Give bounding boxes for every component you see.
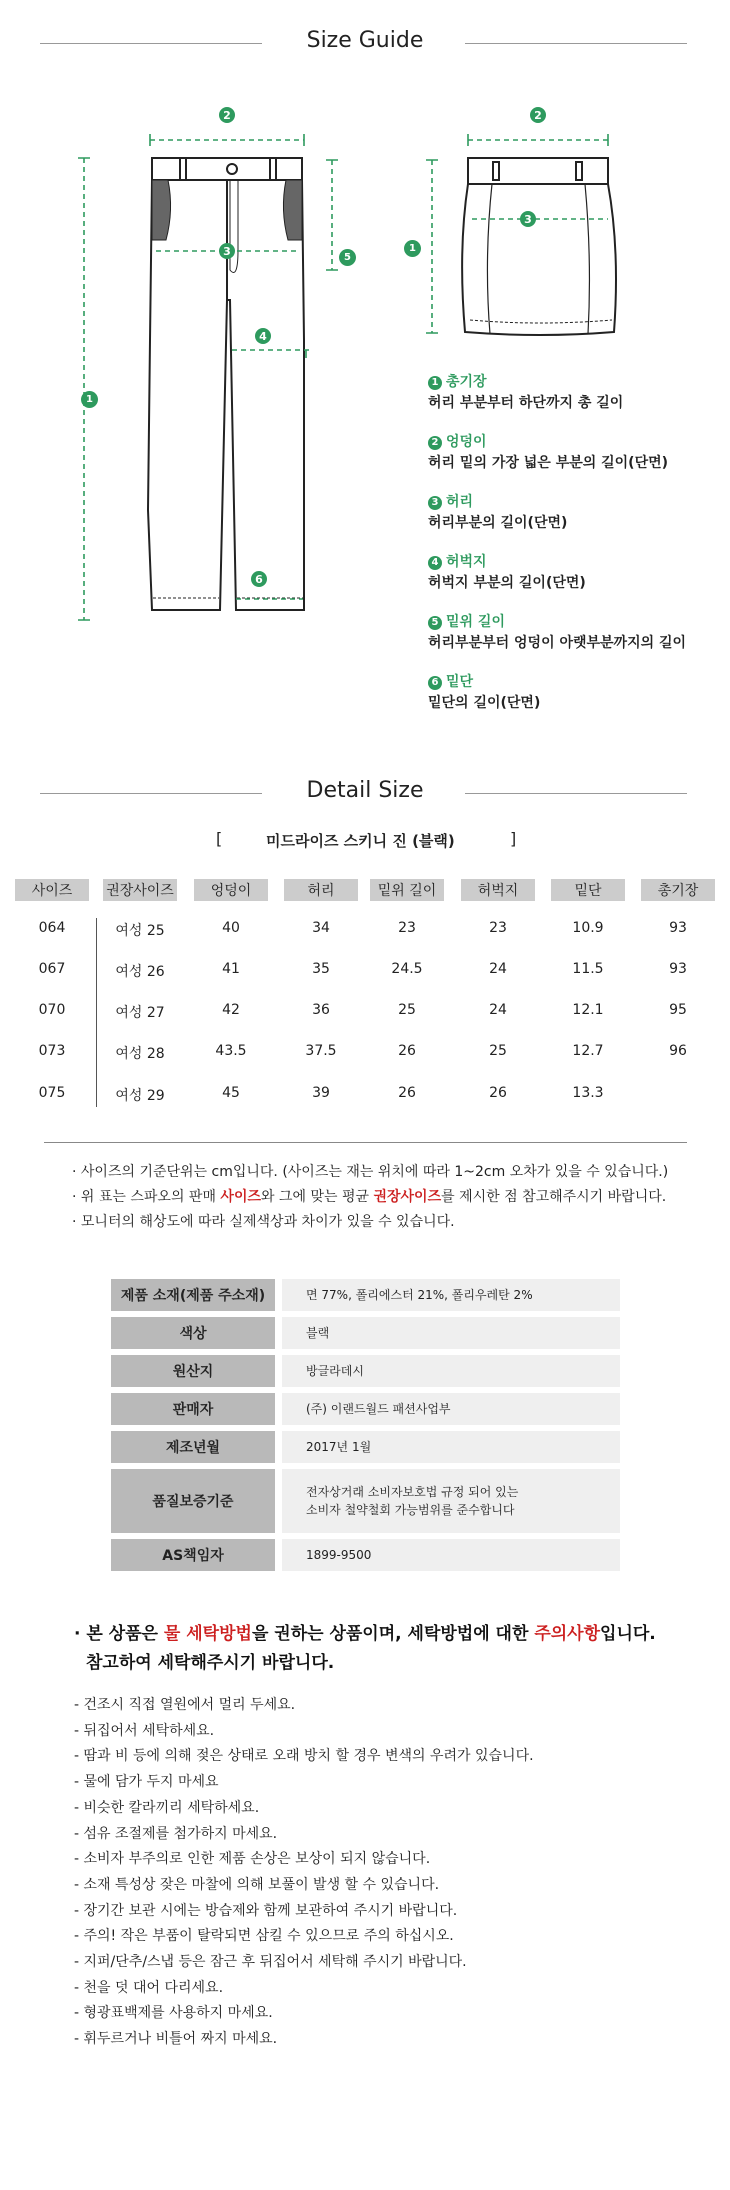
table-cell: 26 <box>489 1085 507 1101</box>
product-bracket-open: [ <box>216 829 223 848</box>
table-cell: 26 <box>398 1085 416 1101</box>
table-cell: 25 <box>398 1002 416 1018</box>
note-2: · 위 표는 스파오의 판매 사이즈와 그에 맞는 평균 권장사이즈를 제시한 점 참고해주시기 바랍니다. <box>72 1189 667 1205</box>
info-value-origin: 방글라데시 <box>282 1355 620 1387</box>
care-heading: · 본 상품은 물 세탁방법을 권하는 상품이며, 세탁방법에 대한 주의사항입니다. 참고하여 세탁해주시기 바랍니다. <box>74 1624 656 1673</box>
table-cell: 075 <box>38 1085 66 1101</box>
table-divider <box>96 918 97 1107</box>
care-item: - 휘두르거나 비틀어 짜지 마세요. <box>74 2031 278 2048</box>
info-label-material: 제품 소재(제품 주소재) <box>111 1279 275 1311</box>
table-cell: 24 <box>489 1002 507 1018</box>
table-cell: 23 <box>398 920 416 936</box>
th-waist: 허리 <box>284 879 358 901</box>
table-cell: 37.5 <box>305 1043 337 1059</box>
product-name: 미드라이즈 스키니 진 (블랙) <box>266 832 455 850</box>
table-cell: 여성 29 <box>115 1088 165 1104</box>
care-item: - 주의! 작은 부품이 탈락되면 삼킬 수 있으므로 주의 하십시오. <box>74 1928 454 1945</box>
skirt-diagram <box>400 100 630 350</box>
svg-text:2: 2 <box>223 109 231 122</box>
table-cell: 10.9 <box>572 920 604 936</box>
care-item: - 비슷한 칼라끼리 세탁하세요. <box>74 1799 260 1816</box>
table-cell: 42 <box>222 1002 240 1018</box>
table-cell: 95 <box>669 1002 687 1018</box>
legend-item-2: 2 엉덩이 허리 밑의 가장 넓은 부분의 길이(단면) <box>428 434 669 471</box>
care-item: - 지퍼/단추/스냅 등은 잠근 후 뒤집어서 세탁해 주시기 바랍니다. <box>74 1954 467 1971</box>
care-item: - 소비자 부주의로 인한 제품 손상은 보상이 되지 않습니다. <box>74 1851 431 1868</box>
table-cell: 11.5 <box>572 961 604 977</box>
care-item: - 건조시 직접 열원에서 멀리 두세요. <box>74 1697 296 1713</box>
table-cell: 067 <box>38 961 66 977</box>
table-cell: 26 <box>398 1043 416 1059</box>
table-cell: 34 <box>312 920 330 936</box>
table-cell: 35 <box>312 961 330 977</box>
note-3: · 모니터의 해상도에 따라 실제색상과 차이가 있을 수 있습니다. <box>72 1214 455 1230</box>
table-cell: 여성 26 <box>115 964 165 980</box>
care-item: - 형광표백제를 사용하지 마세요. <box>74 2005 273 2022</box>
th-recommended: 권장사이즈 <box>103 879 177 901</box>
table-cell: 40 <box>222 920 240 936</box>
divider-right <box>465 43 687 44</box>
info-value-seller: (주) 이랜드월드 패션사업부 <box>282 1393 620 1425</box>
care-item: - 땀과 비 등에 의해 젖은 상태로 오래 방치 할 경우 변색의 우려가 있습니다. <box>74 1748 534 1765</box>
marker-1-skirt: 1 <box>404 240 421 257</box>
care-item: - 소재 특성상 잦은 마찰에 의해 보풀이 발생 할 수 있습니다. <box>74 1876 440 1893</box>
table-cell: 12.1 <box>572 1002 604 1018</box>
care-item: - 뒤집어서 세탁하세요. <box>74 1722 215 1739</box>
info-label-warranty: 품질보증기준 <box>111 1469 275 1533</box>
legend-item-5: 5 밑위 길이 허리부분부터 엉덩이 아랫부분까지의 길이 <box>428 614 687 651</box>
info-value-color: 블랙 <box>282 1317 620 1349</box>
table-cell: 13.3 <box>572 1085 604 1101</box>
legend-item-6: 6 밑단 밑단의 길이(단면) <box>428 674 541 711</box>
pants-diagram <box>70 100 340 640</box>
table-cell: 070 <box>38 1002 66 1018</box>
notes <box>72 1160 668 1235</box>
info-label-date: 제조년월 <box>111 1431 275 1463</box>
table-cell: 25 <box>489 1043 507 1059</box>
table-cell: 064 <box>38 920 66 936</box>
info-label-origin: 원산지 <box>111 1355 275 1387</box>
th-length: 총기장 <box>641 879 715 901</box>
th-rise: 밑위 길이 <box>370 879 444 901</box>
th-hem: 밑단 <box>551 879 625 901</box>
table-cell: 43.5 <box>215 1043 247 1059</box>
svg-text:3: 3 <box>524 213 532 226</box>
size-guide-title: Size Guide <box>306 28 424 53</box>
legend-item-4: 4 허벅지 허벅지 부분의 길이(단면) <box>428 554 586 591</box>
care-instructions <box>74 1693 534 2053</box>
table-cell: 23 <box>489 920 507 936</box>
table-cell: 41 <box>222 961 240 977</box>
info-label-seller: 판매자 <box>111 1393 275 1425</box>
detail-size-title: Detail Size <box>306 778 424 803</box>
table-cell: 24.5 <box>391 961 423 977</box>
table-cell: 39 <box>312 1085 330 1101</box>
product-bracket-close: ] <box>510 829 517 848</box>
info-value-as: 1899-9500 <box>282 1539 620 1571</box>
table-cell: 36 <box>312 1002 330 1018</box>
care-item: - 천을 덧 대어 다리세요. <box>74 1979 224 1996</box>
table-cell: 45 <box>222 1085 240 1101</box>
table-cell: 073 <box>38 1043 66 1059</box>
info-label-as: AS책임자 <box>111 1539 275 1571</box>
table-cell: 93 <box>669 961 687 977</box>
note-1: · 사이즈의 기준단위는 cm입니다. (사이즈는 재는 위치에 따라 1~2cm 오차가 있을 수 있습니다.) <box>72 1164 669 1180</box>
th-hip: 엉덩이 <box>194 879 268 901</box>
marker-1-pants: 1 <box>81 391 98 408</box>
divider-right-2 <box>465 793 687 794</box>
table-cell: 여성 28 <box>115 1046 165 1062</box>
table-cell: 여성 25 <box>115 923 165 939</box>
table-cell: 96 <box>669 1043 687 1059</box>
table-cell: 93 <box>669 920 687 936</box>
info-value-date: 2017년 1월 <box>282 1431 620 1463</box>
marker-5: 5 <box>339 249 356 266</box>
care-item: - 물에 담가 두지 마세요 <box>74 1774 219 1791</box>
info-value-material: 면 77%, 폴리에스터 21%, 폴리우레탄 2% <box>282 1279 620 1311</box>
svg-text:4: 4 <box>259 330 267 343</box>
care-item: - 섬유 조절제를 첨가하지 마세요. <box>74 1825 278 1842</box>
svg-text:2: 2 <box>534 109 542 122</box>
table-cell: 24 <box>489 961 507 977</box>
table-bottom-divider <box>44 1142 687 1143</box>
legend-item-1: 1 총기장 허리 부분부터 하단까지 총 길이 <box>428 374 624 411</box>
info-value-warranty: 전자상거래 소비자보호법 규정 되어 있는 소비자 철약철회 가능범위를 준수합니다 <box>282 1469 620 1533</box>
table-cell: 12.7 <box>572 1043 604 1059</box>
svg-text:6: 6 <box>255 573 263 586</box>
legend-item-3: 3 허리 허리부분의 길이(단면) <box>428 494 568 531</box>
th-size: 사이즈 <box>15 879 89 901</box>
svg-text:3: 3 <box>223 245 231 258</box>
info-label-color: 색상 <box>111 1317 275 1349</box>
table-cell: 여성 27 <box>115 1005 165 1021</box>
th-thigh: 허벅지 <box>461 879 535 901</box>
care-item: - 장기간 보관 시에는 방습제와 함께 보관하여 주시기 바랍니다. <box>74 1902 458 1919</box>
